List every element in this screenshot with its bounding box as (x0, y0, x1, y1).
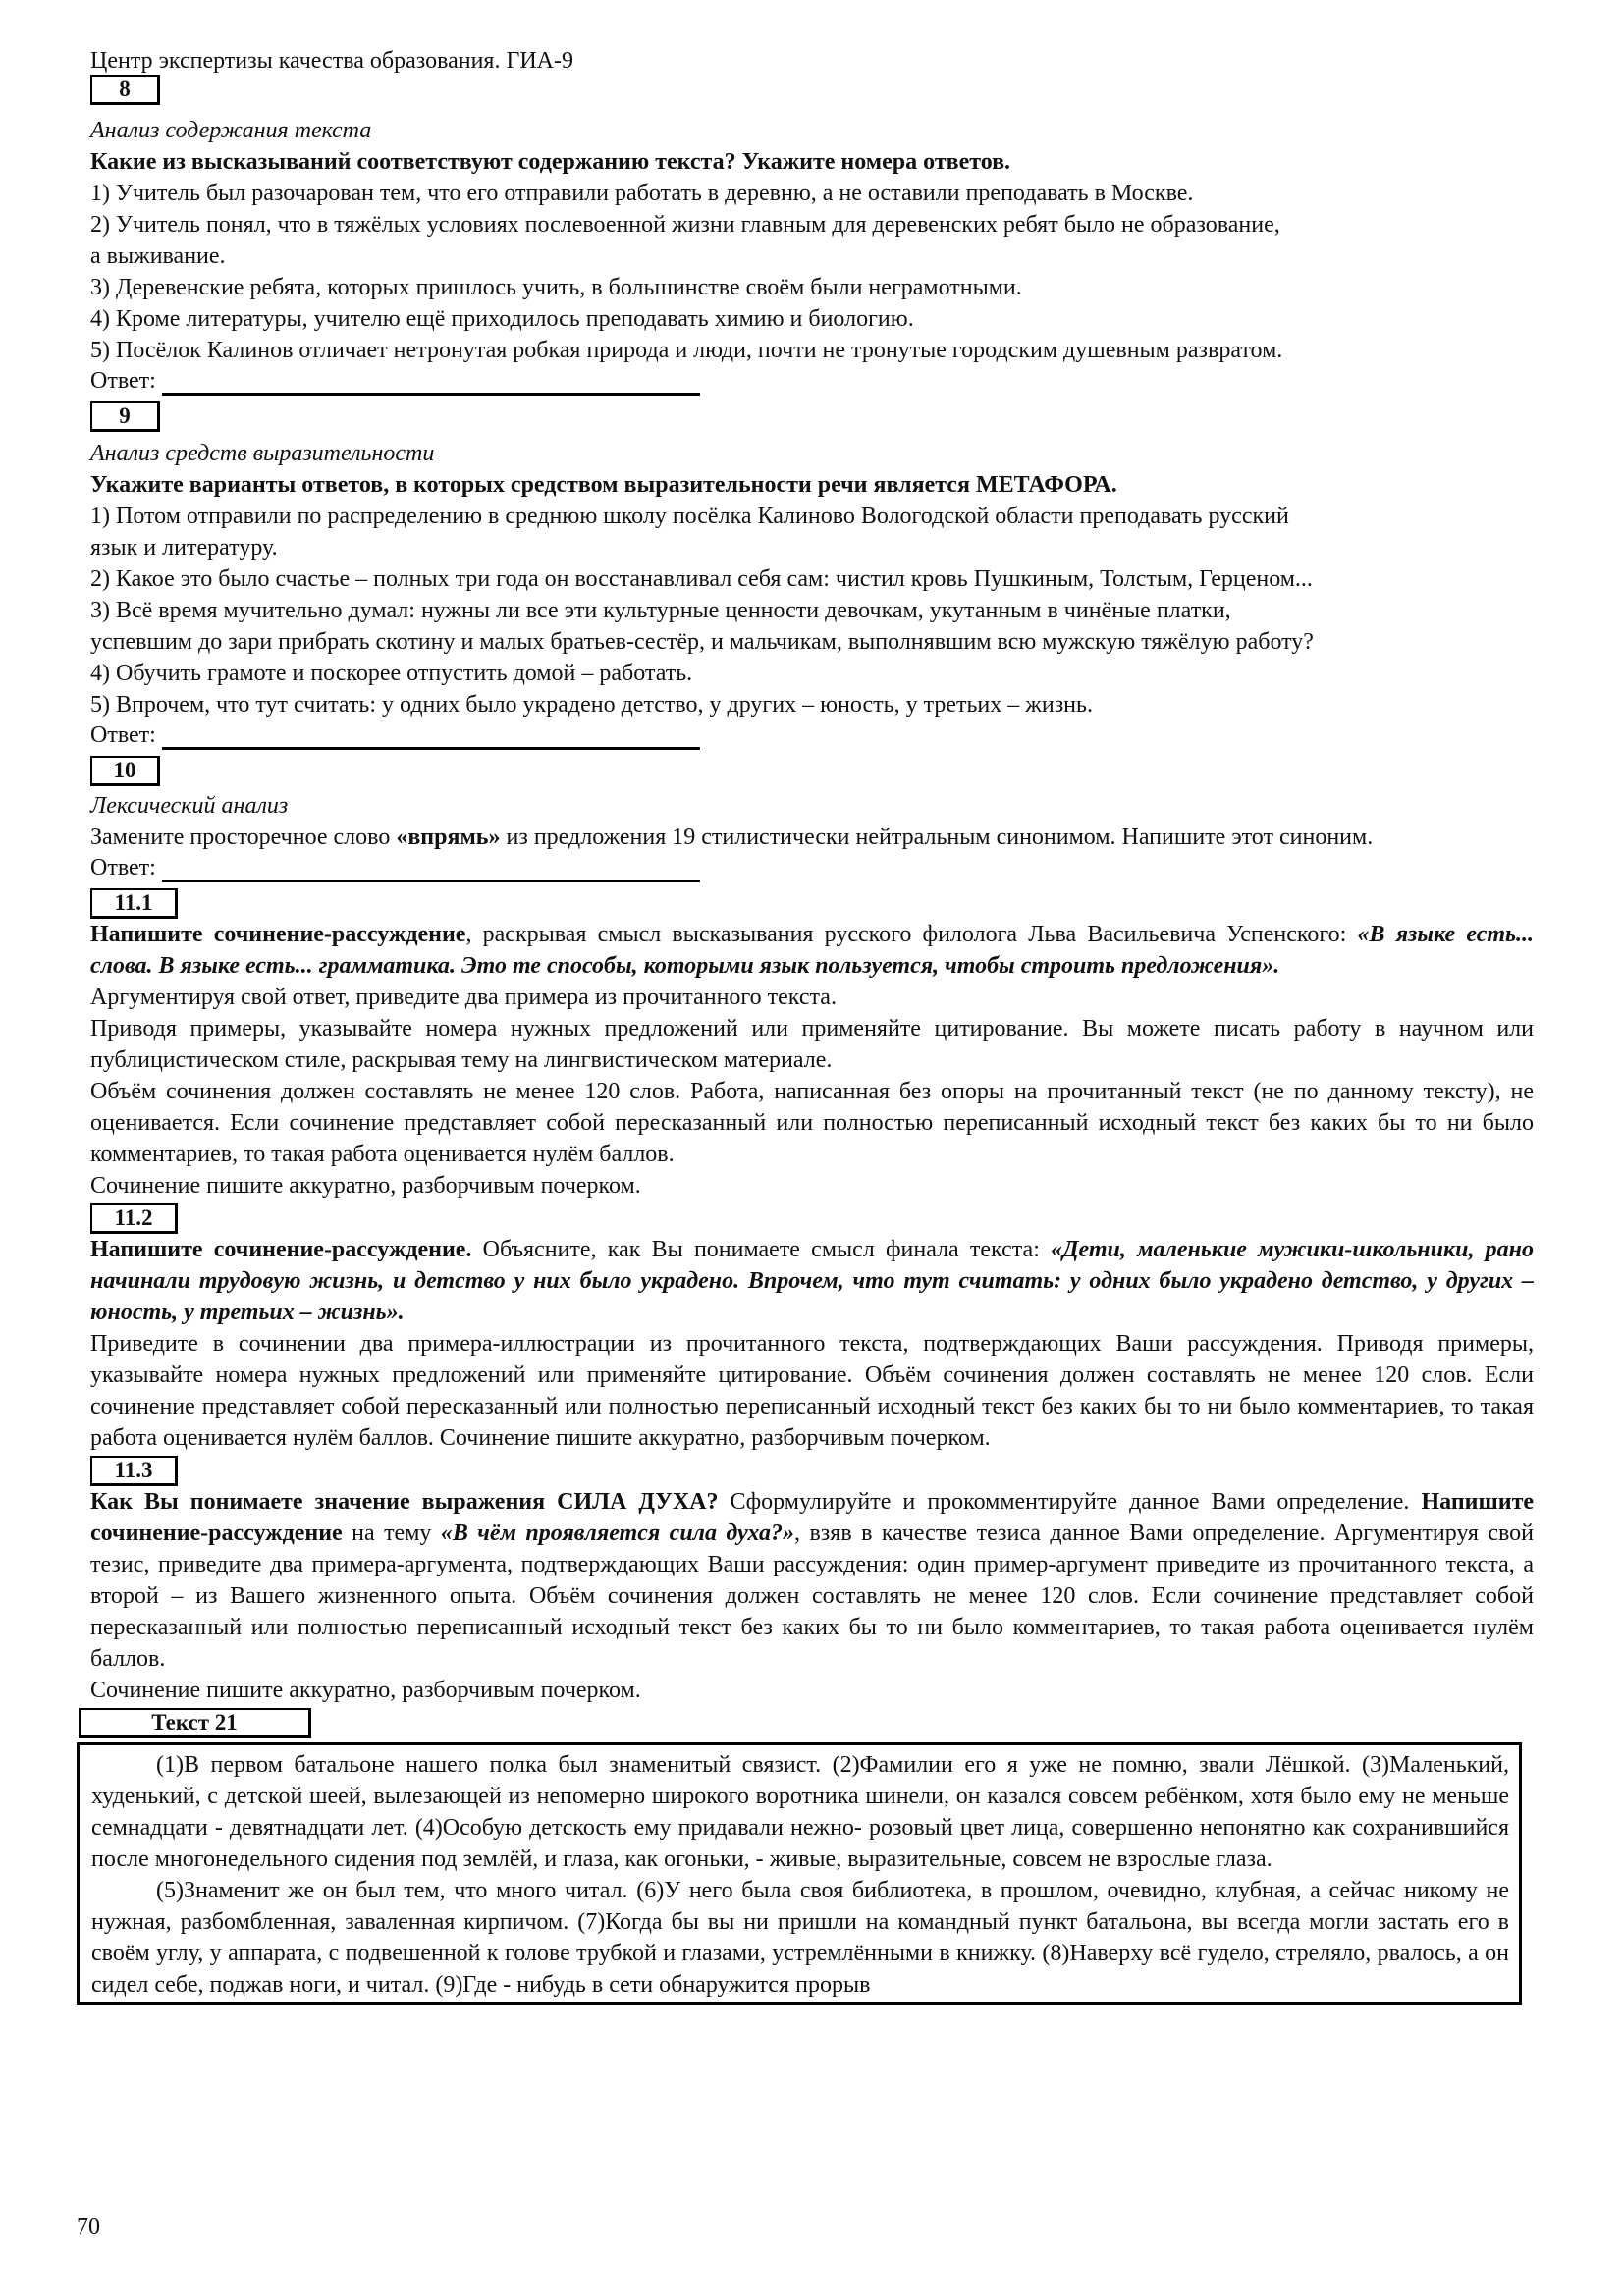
task-number-11-1: 11.1 (90, 888, 178, 919)
task-8-option-2: 2) Учитель понял, что в тяжёлых условиях послевоенной жизни главным для деревенских ребят было не образование, (90, 212, 1280, 238)
task-10-answer-field[interactable] (162, 858, 700, 882)
task-number-8: 8 (90, 75, 160, 105)
reading-text-paragraph-1: (1)В первом батальоне нашего полка был знаменитый связист. (2)Фамилии его я уже не помню, звали Лёшкой. (3)Маленький, худенький, с детской шеей, вылезающей из непомерно широкого воротника шинели, он казался совсем ребёнком, хотя было ему не меньше семнадцати - девятнадцати лет. (4)Особую детскость ему придавали нежно- розовый цвет лица, совершенно непонятно как сохранившийся после многонедельного сидения под землёй, и глаза, как огоньки, - живые, выразительные, совсем не взрослые глаза. (91, 1752, 1509, 1872)
task-11-3-bold-2: Напишите сочинение-рассуждение (90, 1489, 1535, 1546)
task-11-3-text-1: Сформулируйте и прокомментируйте данное Вами определение. (718, 1489, 1422, 1515)
exam-page (90, 47, 1534, 2005)
task-9-option-4: 4) Обучить грамоте и поскорее отпустить домой – работать. (90, 661, 693, 686)
task-11-1-para-2: Приводя примеры, указывайте номера нужных предложений или применяйте цитирование. Вы можете писать работу в научном или публицистическом стиле, раскрывая тему на лингвистическом материале. (90, 1016, 1534, 1073)
task-8-option-4: 4) Кроме литературы, учителю ещё приходилось преподавать химию и биологию. (90, 306, 914, 332)
task-number-11-2: 11.2 (90, 1203, 178, 1234)
page-number: 70 (77, 2215, 100, 2240)
task-9-section: Анализ средств выразительности (90, 441, 435, 466)
task-10-section: Лексический анализ (90, 793, 289, 819)
task-9-prompt: Укажите варианты ответов, в которых средством выразительности речи является МЕТАФОРА. (90, 472, 1117, 498)
reading-text-box (77, 1742, 1522, 2005)
task-11-3-body (90, 1486, 1534, 1675)
task-11-2-lead-bold: Напишите сочинение-рассуждение. (90, 1237, 472, 1262)
task-10-answer (90, 853, 1534, 882)
task-11-3-lead-bold: Как Вы понимаете значение выражения СИЛА ДУХА? (90, 1489, 719, 1515)
task-11-1-para-4: Сочинение пишите аккуратно, разборчивым почерком. (90, 1173, 641, 1199)
task-9-option-5: 5) Впрочем, что тут считать: у одних было украдено детство, у других – юность, у третьих – жизнь. (90, 692, 1093, 718)
task-11-3-text-3: , взяв в качестве тезиса данное Вами определение. Аргументируя свой тезис, приведите два примера-аргумента, подтверждающих Ваши рассуждения: один пример-аргумент приведите из прочитанного текста, а второй – из Вашего жизненного опыта. Объём сочинения должен составлять не менее 120 слов. Если сочинение представляет собой пересказанный или полностью переписанный исходный текст без каких бы то ни было комментариев, то такая работа оценивается нулём баллов. (90, 1521, 1534, 1672)
task-8-option-5: 5) Посёлок Калинов отличает нетронутая робкая природа и люди, почти не тронутые городским душевным развратом. (90, 338, 1283, 363)
task-10-keyword: «впрямь» (396, 825, 501, 850)
task-10-prompt (90, 822, 1534, 853)
task-9-option-3: 3) Всё время мучительно думал: нужны ли все эти культурные ценности девочкам, укутанным в чинёные платки, (90, 598, 1231, 623)
task-9-answer-field[interactable] (162, 725, 700, 750)
task-10-prompt-post: из предложения 19 стилистически нейтральным синонимом. Напишите этот синоним. (500, 825, 1374, 850)
task-8-section: Анализ содержания текста (90, 118, 372, 143)
task-number-10: 10 (90, 756, 160, 786)
task-9-option-1: 1) Потом отправили по распределению в среднюю школу посёлка Калиново Вологодской области преподавать русский (90, 504, 1289, 529)
reading-text-paragraph-2: (5)Знаменит же он был тем, что много читал. (6)У него была своя библиотека, в прошлом, очевидно, клубная, а сейчас никому не нужная, разбомбленная, заваленная кирпичом. (7)Когда бы вы ни пришли на командный пункт батальона, вы всегда могли застать его в своём углу, у аппарата, с подвешенной к голове трубкой и глазами, устремлёнными в книжку. (8)Наверху всё гудело, стреляло, рвалось, а он сидел себе, поджав ноги, и читал. (9)Где - нибудь в сети обнаружится прорыв (91, 1878, 1509, 1998)
task-11-1-quote: «В языке есть... слова. В языке есть... грамматика. Это те способы, которыми язык пользуется, чтобы строить предложения». (90, 922, 1534, 979)
task-8-answer-field[interactable] (162, 371, 700, 396)
task-9-answer (90, 721, 1534, 750)
task-8-answer (90, 366, 1534, 396)
task-11-1-para-3: Объём сочинения должен составлять не менее 120 слов. Работа, написанная без опоры на прочитанный текст (не по данному тексту), не оценивается. Если сочинение представляет собой пересказанный или полностью переписанный исходный текст без каких бы то ни было комментариев, то такая работа оценивается нулём баллов. (90, 1079, 1534, 1167)
task-11-2-paragraph: Приведите в сочинении два примера-иллюстрации из прочитанного текста, подтверждающих Ваши рассуждения. Приводя примеры, указывайте номера нужных предложений или применяйте цитирование. Объём сочинения должен составлять не менее 120 слов. Если сочинение представляет собой пересказанный или полностью переписанный исходный текст без каких бы то ни было комментариев, то такая работа оценивается нулём баллов. Сочинение пишите аккуратно, разборчивым почерком. (90, 1331, 1534, 1451)
task-11-2-lead-rest: Объясните, как Вы понимаете смысл финала текста: (471, 1237, 1052, 1262)
task-8-option-2-cont: а выживание. (90, 243, 226, 269)
reading-text-label: Текст 21 (79, 1708, 311, 1738)
task-11-2-quote: «Дети, маленькие мужики-школьники, рано начинали трудовую жизнь, и детство у них было украдено. Впрочем, что тут считать: у одних было украдено детство, у других – юность, у третьих – жизнь». (90, 1237, 1535, 1325)
task-number-11-3: 11.3 (90, 1456, 178, 1486)
task-11-1-lead (90, 919, 1534, 982)
task-8-prompt: Какие из высказываний соответствуют содержанию текста? Укажите номера ответов. (90, 149, 1011, 175)
task-11-2-lead (90, 1234, 1534, 1328)
task-number-9: 9 (90, 401, 160, 432)
page-header: Центр экспертизы качества образования. ГИА-9 (90, 48, 573, 74)
task-11-1-para-1: Аргументируя свой ответ, приведите два примера из прочитанного текста. (90, 985, 837, 1010)
task-9-option-3-cont: успевшим до зари прибрать скотину и малых братьев-сестёр, и мальчикам, выполнявшим всю мужскую тяжёлую работу? (90, 629, 1314, 655)
task-8-option-3: 3) Деревенские ребята, которых пришлось учить, в большинстве своём были неграмотными. (90, 275, 1022, 300)
answer-label: Ответ: (90, 855, 156, 881)
task-11-3-quote: «В чём проявляется сила духа?» (440, 1521, 795, 1546)
answer-label: Ответ: (90, 368, 156, 394)
task-11-1-lead-rest: , раскрывая смысл высказывания русского филолога Льва Васильевича Успенского: (465, 922, 1347, 947)
task-11-3-closing: Сочинение пишите аккуратно, разборчивым почерком. (90, 1678, 641, 1703)
task-9-option-2: 2) Какое это было счастье – полных три года он восстанавливал себя сам: чистил кровь Пушкиным, Толстым, Герценом... (90, 566, 1313, 592)
task-8-option-1: 1) Учитель был разочарован тем, что его отправили работать в деревню, а не оставили преподавать в Москве. (90, 181, 1194, 206)
task-11-1-lead-bold: Напишите сочинение-рассуждение (90, 922, 466, 947)
task-9-option-1-cont: язык и литературу. (90, 535, 278, 561)
task-10-prompt-pre: Замените просторечное слово (90, 825, 397, 850)
answer-label: Ответ: (90, 722, 156, 748)
task-11-3-text-2: на тему (342, 1521, 441, 1546)
